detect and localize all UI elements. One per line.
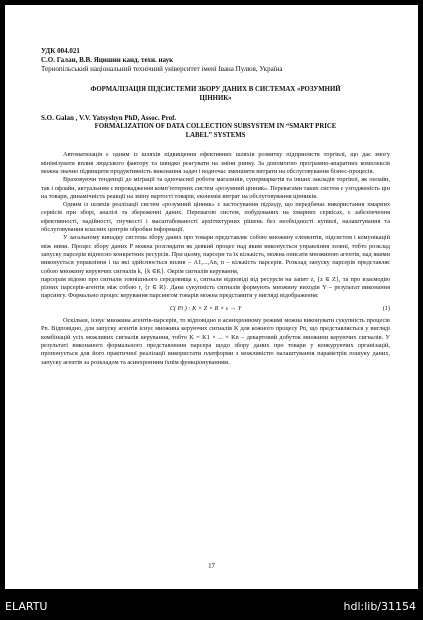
repository-label: ELARTU [5,600,48,613]
document-page [5,5,418,589]
authors-english: S.O. Galan , V.V. Yatsyshyn PhD, Assoc. Prof. [41,114,177,123]
paragraph-3: Одним із шляхів реалізації систем «розумний цінник» є застосування підходу, що передбачає використання хмарних сервісів при зборі, аналізі та збереженні даних. Перевагою систем, побудованих на хмарних сервісах, є забезпечення ефективності, надійності, гнучкості і масштабованості архітектурних рішень без необхідності купівлі, налаштування та обслуговування власних центрів обробки інформації. [41,201,390,234]
formula-1 [41,305,390,313]
authors-ukrainian: С.О. Галан, В.В. Яцишин канд. техн. наук [41,56,174,64]
paragraph-4: У загальному випадку система збору даних про товари представляє собою множину елементів, підсистем і комунікацій між ними. Процес збору даних P можна розглядати як деякий процес над яким виконується управління ззовні, тобто розклад запуску парсерів відносно конкретних ресурсів. При цьому, парсери та їх кількість, можна описати множиною агентів, над якими виконується управління і на які здійснюється вплив – A1,...,An, n – кількість парсерів. Розклад запуску парсерів представляє собою множину керуючих сигналів k, {k ∈K}. Окрім сигналів керування, [41,234,390,275]
paragraph-2: Враховуючи тенденції до міграції та одночасної роботи магазинів, супермаркетів та інших закладів торгівлі, як онлайн, так і офлайн, актуальним є впровадження комп’ютерних систем «розумний цінник». Перевагами таких систем є узгодженість цін на товари, динамічність реакції на зміну вартості товарів, економія витрат на обслуговування цінників. [41,176,390,200]
page-number: 17 [208,563,215,570]
affiliation-ukrainian: Тернопільський національний технічний університет імені Івана Пулюя, Україна [41,65,283,73]
title-ukrainian: ФОРМАЛІЗАЦІЯ ПІДСИСТЕМИ ЗБОРУ ДАНИХ В СИСТЕМАХ «РОЗУМНИЙ ЦІННИК» [90,86,341,102]
title-english: FORMALIZATION OF DATA COLLECTION SUBSYSTEM IN “SMART PRICE LABEL” SYSTEMS [94,123,337,139]
udk-code: УДК 004.021 [41,47,80,55]
formula-number: (1) [382,304,390,312]
handle-id: hdl:lib/31154 [343,600,416,613]
article-body [41,151,390,366]
paragraph-1: Автоматизація є одним із шляхів підвищення ефективних шляхів розвитку підприємств торгівлі, що дає змогу мінімізувати вплив людського фактору та швидко реагувати на зміни ринку. За допомогою програмно-апаратних комплексів можна значно підвищити продуктивність виконання задач і водночас зменшити витрати на обслуговування бізнес-процесів. [41,151,390,175]
paragraph-5: парсерам відомо про сигнали зовнішнього середовища є, сигнали відповіді від ресурсів на запит z, {z ∈ Z}, та про взаємодію різних парсерів-агентів між собою r, {r ∈ R}. Дана сукупність сигналів формують множину виходів Y – результат виконання парсингу. Формально процес керування парсингом товарів можна представити у вигляді відображення: [41,275,390,300]
formula-expression: C( Pi ) : K × Z × R × ε → Y [169,304,242,312]
paragraph-6: Оскільки, існує множина агентів-парсерів, то відповідно в асинхронному режимі можна виконувати сукупність процесів Pn. Відповідно, для запуску агентів існує множина керуючих сигналів K для кожного процесу Pn, що представляється у вигляді комбінацій усіх можливих сигналів керування, тобто K = K1 × ... × Kn – декартовий добуток множини керуючих сигналів. У результаті виконаного формального представлення парсера щодо збору даних про товари у конкуруючих організацій, пропонується для його практичної реалізації використати платформи з можливістю налаштування параметрів пошуку даних, запуску агентів за розкладом та асинхронним їхнім функціонуванням. [41,317,390,366]
scan-footer-bar [0,596,423,620]
